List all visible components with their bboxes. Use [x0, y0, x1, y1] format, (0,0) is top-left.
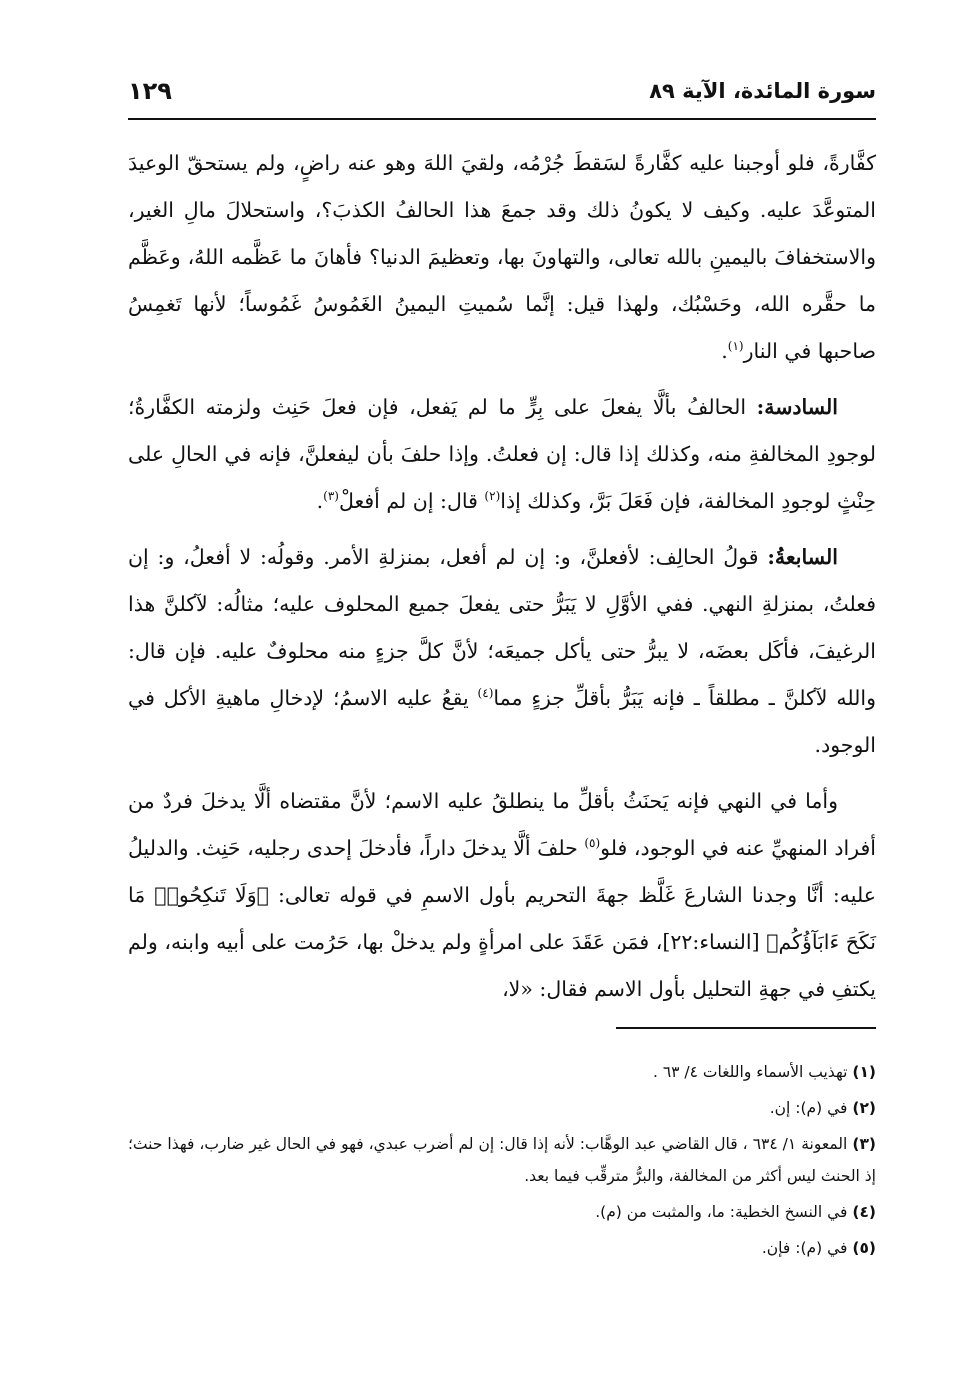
paragraph-tail: قال: إن لم أفعلْ	[338, 489, 485, 513]
paragraph-tail: يقعُ عليه الاسمُ؛ لإدخالِ ماهيةِ الأكل في الوجود.	[128, 686, 876, 757]
page-header	[128, 70, 876, 118]
header-divider	[128, 118, 876, 120]
footnote-text: في (م): فإن.	[761, 1239, 848, 1257]
footnote-ref-1: (١)	[727, 339, 744, 354]
footnote-number: (٣)	[852, 1135, 877, 1153]
footnote-text: في النسخ الخطية: ما، والمثبت من (م).	[595, 1203, 848, 1221]
page-number: ١٢٩	[128, 77, 172, 105]
footnote-3	[128, 1128, 876, 1192]
section-lead-sixth: السادسة:	[756, 395, 838, 419]
footnote-1	[128, 1056, 876, 1088]
footnote-5	[128, 1232, 876, 1264]
footnote-ref-5: (٥)	[584, 836, 601, 851]
paragraph-4	[128, 778, 876, 1013]
section-lead-seventh: السابعةُ:	[767, 545, 838, 569]
paragraph-text: كفَّارةً، فلو أوجبنا عليه كفَّارةً لسَقطَ جُرْمُه، ولقيَ اللهَ وهو عنه راضٍ، ولم يستحقّ الوعيدَ المتوعَّدَ عليه. وكيف لا يكونُ ذلك وقد جمعَ هذا الحالفُ الكذبَ؟، واستحلالَ مالِ الغير، والاستخفافَ باليمينِ بالله تعالى، والتهاونَ بها، وتعظيمَ الدنيا؟ فأهانَ ما عَظَّمه اللهُ، وعَظَّم ما حقَّره الله، وحَسْبُك، ولهذا قيل: إنَّما سُميتِ اليمينُ الغَمُوسُ غَمُوساً؛ لأنها تَغمِسُ صاحبها في النار	[128, 151, 876, 363]
footnote-number: (١)	[852, 1063, 876, 1081]
footnote-number: (٥)	[852, 1239, 876, 1257]
paragraph-3	[128, 534, 876, 769]
paragraph-text: قولُ الحالِف: لأفعلنَّ، و: إن لم أفعل، بمنزلةِ الأمر. وقولُه: لا أفعلُ، و: إن فعلتُ، بمنزلةِ النهي. ففي الأوَّلِ لا يَبَرُّ حتى يفعلَ جميع المحلوف عليه؛ مثالُه: لآكلنَّ هذا الرغيفَ، فأكَل بعضَه، لا يبرُّ حتى يأكل جميعَه؛ لأنَّ كلَّ جزءٍ منه محلوفٌ عليه. فإن قال: والله لآكلنَّ ـ مطلقاً ـ فإنه يَبَرُّ بأقلِّ جزءٍ مما	[128, 545, 876, 710]
footnote-ref-2: (٢)	[484, 489, 501, 504]
footnote-text: تهذيب الأسماء واللغات ٤/ ٦٣ .	[652, 1063, 848, 1081]
paragraph-tail: حلفَ ألَّا يدخلَ داراً، فأدخلَ إحدى رجليه، حَنِث. والدليلُ عليه: أنَّا وجدنا الشارعَ غَلَّظ جهةَ التحريم بأول الاسمِ في قوله تعالى: ﴿وَلَا تَنكِحُوا۟ مَا نَكَحَ ءَابَآؤُكُم﴾ [النساء:٢٢]، فمَن عَقَدَ على امرأةٍ ولم يدخلْ بها، حَرُمت على أبيه وابنه، ولم يكتفِ في جهةِ التحليل بأول الاسم فقال: «لا،	[128, 836, 877, 1001]
paragraph-text: وأما في النهي فإنه يَحنَثُ بأقلِّ ما ينطلقُ عليه الاسم؛ لأنَّ مقتضاه ألَّا يدخلَ فردٌ من أفراد المنهيِّ عنه في الوجود، فلو	[128, 789, 876, 860]
footnote-2	[128, 1092, 876, 1124]
footnotes	[128, 1056, 876, 1268]
footnote-text: في (م): إن.	[769, 1099, 848, 1117]
paragraph-tail-end: .	[316, 489, 324, 513]
footnote-number: (٢)	[852, 1099, 876, 1117]
paragraph-1	[128, 140, 876, 375]
footnote-number: (٤)	[852, 1203, 876, 1221]
footnote-divider	[616, 1027, 876, 1029]
main-text	[128, 140, 876, 1022]
footnote-text: المعونة ١/ ٦٣٤ ، قال القاضي عبد الوهَّاب: لأنه إذا قال: إن لم أضرب عبدي، فهو في الحال غير ضارب، فهذا حنث؛ إذ الحنث ليس أكثر من المخالفة، والبرُّ مترقِّب فيما بعد.	[128, 1135, 876, 1185]
footnote-4	[128, 1196, 876, 1228]
footnote-ref-3: (٣)	[323, 489, 339, 504]
paragraph-tail: .	[721, 339, 728, 363]
running-title: سورة المائدة، الآية ٨٩	[649, 79, 876, 103]
paragraph-text: الحالفُ بألَّا يفعلَ على بِرٍّ ما لم يَفعل، فإن فعلَ حَنِث ولزمته الكفَّارةُ؛ لوجودِ المخالفةِ منه، وكذلك إذا قال: إن فعلتُ. وإذا حلفَ بأن ليفعلنَّ، فإنه في الحالِ على حِنْثٍ لوجودِ المخالفة، فإن فَعَلَ بَرَّ، وكذلك إذا	[128, 395, 876, 513]
paragraph-2	[128, 384, 876, 525]
footnote-ref-4: (٤)	[477, 686, 494, 701]
